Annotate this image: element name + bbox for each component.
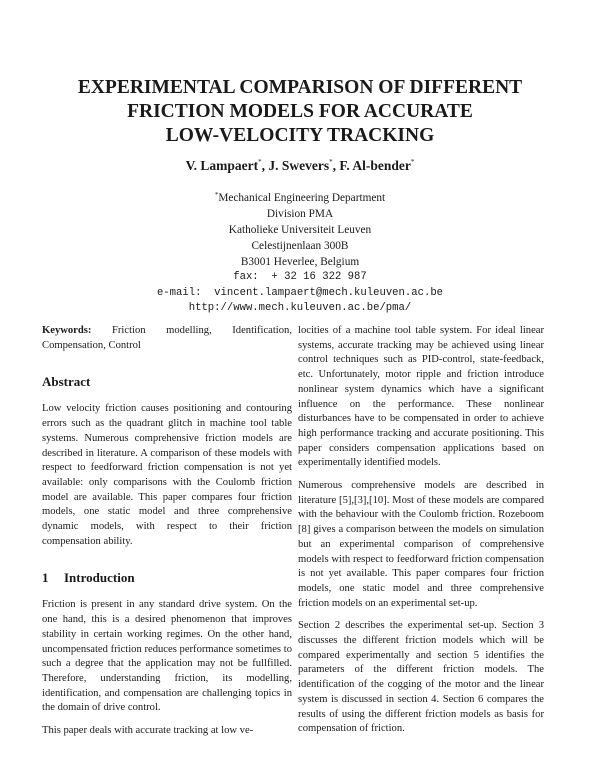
affiliation-line: B3001 Heverlee, Belgium [240,256,360,268]
left-column [42,324,292,747]
author-name: V. Lampaert [185,158,259,173]
abstract-heading: Abstract [42,374,91,390]
title-line: FRICTION MODELS FOR ACCURATE [127,101,473,122]
body-paragraph: locities of a machine tool table system. For ideal linear systems, accurate tracking may be achieved using linear control techniques such as PID-control, state-feedback, etc. Unfortunately, motor ripple and friction introduce nonlinear system dynamics which have a significant influence on the performance. These nonlinear disturbances have to be compensated in order to achieve high performance tracking and accurate positioning. This paper considers compensation applications based on experimentally identified models. [298,325,544,469]
section-title: Introduction [64,570,135,586]
author-mark: * [329,158,333,166]
affiliation-block [0,187,600,317]
keywords [42,324,292,353]
keywords-label: Keywords: [42,325,92,336]
body-paragraph: Numerous comprehensive models are described in literature [5],[3],[10]. Most of these models are compared with the behaviour with the Coulomb friction. Rozeboom [8] gives a comparison between the models on simulation but an experimental comparison of comprehensive models with respect to feedforward friction compensation is not yet available. This paper compares four friction models, one static model and three comprehensive friction models on an experimental set-up. [298,480,544,609]
fax-number: fax: + 32 16 322 987 [233,271,367,283]
email-address: e-mail: vincent.lampaert@mech.kuleuven.ac.be [156,286,444,299]
keywords-text: Friction modelling, Identification, Compensation, Control [42,325,292,351]
intro-heading [42,570,292,586]
author-mark: * [410,158,415,166]
affiliation-line: Mechanical Engineering Department [218,192,386,204]
paper-title [30,76,570,148]
title-line: LOW-VELOCITY TRACKING [165,125,435,146]
intro-paragraph: Friction is present in any standard drive system. On the one hand, this is a desired phenomenon that improves stability in certain working regimes. On the other hand, uncompensated friction reduces performance sometimes to such a degree that the application may not be fullfilled. Therefore, understanding friction, its modelling, identification, and compensation are challenging topics in the domain of drive control. [42,599,292,714]
abstract-text: Low velocity friction causes positioning and contouring errors such as the quadrant glitch in machine tool table systems. Numerous comprehensive friction models are described in literature. A comparison of these models with respect to feedforward friction compensation is not yet available: only comparisons with the Coulomb friction model are available. This paper compares four friction models, one static model and three comprehensive dynamic models, with respect to their friction compensation ability. [42,403,292,547]
title-line: EXPERIMENTAL COMPARISON OF DIFFERENT [77,77,523,98]
body-paragraph: Section 2 describes the experimental set-up. Section 3 discusses the different friction models which will be compared experimentally and section 5 identifies the parameters of the different friction models. The identification of the cogging of the motor and the linear system is discussed in section 4. Section 6 compares the results of using the different friction models as basis for compensation of friction. [298,620,544,735]
section-number: 1 [42,570,49,586]
author-name: F. Al-bender [339,158,411,173]
author-name: J. Swevers [268,158,330,173]
right-column [298,324,544,745]
website-url: http://www.mech.kuleuven.ac.be/pma/ [188,302,412,314]
affiliation-line: Katholieke Universiteit Leuven [228,224,372,236]
affiliation-line: Division PMA [266,208,334,220]
author-mark: * [258,158,262,166]
intro-paragraph: This paper deals with accurate tracking at low ve- [42,725,254,737]
affiliation-mark: * [214,191,219,199]
author-list: V. Lampaert*, J. Swevers*, F. Al-bender* [185,158,415,173]
affiliation-line: Celestijnenlaan 300B [251,240,349,252]
